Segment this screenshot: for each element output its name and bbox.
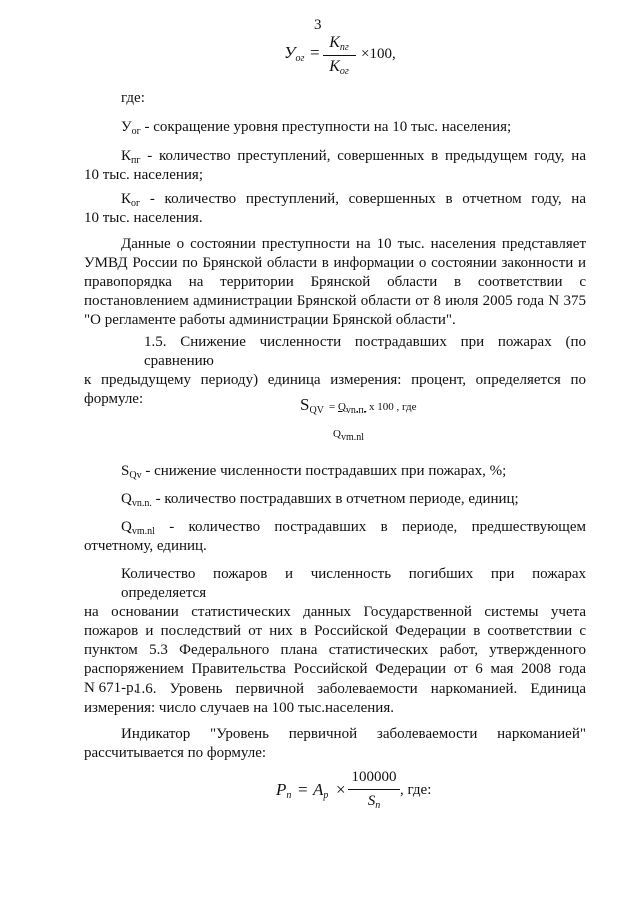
page-number: 3 [314, 17, 322, 33]
definition-k-pg: $К_{пг}$ - количество преступлений, совершенных в предыдущем году, на 10 тыс. населения; [84, 148, 586, 183]
definition-k-og: $К_{ог}$ - количество преступлений, совершенных в отчетном году, на 10 тыс. населения. [84, 191, 586, 226]
definition-s-qv: $S_{Qv}$ - снижение численности пострадавших при пожарах, %; [121, 463, 507, 481]
definition-q-vn: $Q_{vn.n.}$ - количество пострадавших в отчетном периоде, единиц; [121, 491, 519, 509]
item-1-5: 1.5. Снижение численности пострадавших при пожарах (по сравнению к предыдущему периоду) единица измерения: процент, определяется по формуле: [84, 334, 586, 407]
definition-u-og: $У_{ог}$ - сокращение уровня преступности на 10 тыс. населения; [121, 119, 512, 137]
document-page: 3 $У_{ог}$ = $К_{пг}$ $К_{ог}$ ×100, где: $У_{ог}$ - сокращение уровня преступности на 10 тыс. населения; $К_{пг}$ - количество преступлений, совершенных в предыдущем году, на 10 тыс. населения; $К_{ог}$ - количество преступлений, совершенных в отчетном году, на 10 тыс. населения. Данные о состоянии преступности на 10 тыс. населения представляет УМВД России по Брянской области в информации о состоянии законности и правопорядка на территории Брянской области в соответствии с постановлением администрации Брянской области от 8 июля 2005 года N 375 "О регламенте работы администрации Брянской области". 1.5. Снижение численности пострадавших при пожарах (по сравнению к предыдущему периоду) единица измерения: процент, определяется по формуле: $S_{QV}$ = $Q_{vn.п.}$ х 100 , где $Q_{vm.nl}$ $S_{Qv}$ - снижение численности пострадавших при пожарах, %; $Q_{vn.n.}$ - количество пострадавших в отчетном периоде, единиц; $Q_{vm.nl}$ - количество пострадавших в периоде, предшествующем отчетному, единиц. Количество пожаров и численность погибших при пожарах определяется на основании статистических данных Государственной системы учета пожаров и последствий от них в Российской Федерации в соответствии с пунктом 5.3 Федерального плана статистических работ, утвержденного распоряжением Правительства Российской Федерации от 6 мая 2008 года N 671-р. 1.6. Уровень первичной заболеваемости наркоманией. Единица измерения: число случаев на 100 тыс.населения. Индикатор "Уровень первичной заболеваемости наркоманией" рассчитывается по формуле: $P_n$ = $A_p$ × 100000 $S_n$ , где: [84, 17, 586, 811]
item-1-6: 1.6. Уровень первичной заболеваемости наркоманией. Единица измерения: число случаев на 100 тыс.населения. [84, 681, 586, 716]
definition-q-vm: $Q_{vm.nl}$ - количество пострадавших в периоде, предшествующем отчетному, единиц. [84, 519, 586, 554]
indicator-paragraph: Индикатор "Уровень первичной заболеваемости наркоманией" рассчитывается по формуле: [84, 726, 586, 761]
where-label: где: [121, 90, 145, 106]
paragraph-fires: Количество пожаров и численность погибших при пожарах определяется на основании статистических данных Государственной системы учета пожаров и последствий от них в Российской Федерации в соответствии с пунктом 5.3 Федерального плана статистических работ, утвержденного распоряжением Правительства Российской Федерации от 6 мая 2008 года N 671-р. [84, 566, 586, 696]
paragraph-umvd: Данные о состоянии преступности на 10 тыс. населения представляет УМВД России по Брянской области в информации о состоянии законности и правопорядка на территории Брянской области в соответствии с постановлением администрации Брянской области от 8 июля 2005 года N 375 "О регламенте работы администрации Брянской области". [84, 236, 586, 328]
